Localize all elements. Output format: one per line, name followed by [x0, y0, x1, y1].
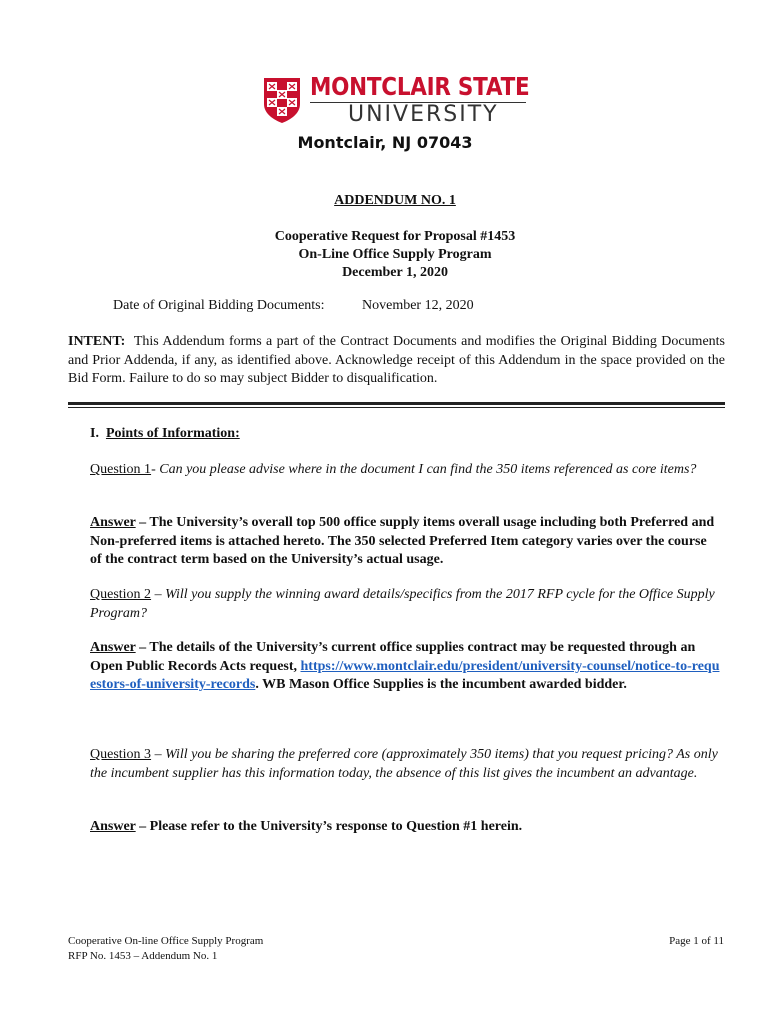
- question-2-separator: –: [151, 587, 166, 602]
- answer-2-label: Answer: [90, 640, 136, 655]
- logo-wordmark-top: MONTCLAIR STATE: [310, 72, 530, 101]
- question-2: [90, 586, 720, 623]
- question-2-label: Question 2: [90, 587, 152, 602]
- answer-3: [90, 818, 720, 837]
- footer-program: Cooperative On-line Office Supply Program: [68, 935, 264, 947]
- answer-1: [90, 514, 720, 570]
- question-1-separator: -: [151, 462, 160, 477]
- footer-left: [68, 934, 263, 964]
- rfp-line: Cooperative Request for Proposal #1453: [274, 229, 516, 244]
- question-3: [90, 746, 720, 783]
- question-3-separator: –: [151, 747, 166, 762]
- intent-text: This Addendum forms a part of the Contract Documents and modifies the Original Bidding Documents and Prior Addenda, if any, as identified above. Acknowledge receipt of this Addendum in the space provided on the Bid Form. Failure to do so may subject Bidder to disqualification.: [68, 334, 725, 386]
- answer-2-text-after: . WB Mason Office Supplies is the incumbent awarded bidder.: [255, 677, 627, 692]
- answer-2: [90, 639, 720, 695]
- answer-1-label: Answer: [90, 515, 136, 530]
- answer-3-label: Answer: [90, 819, 136, 834]
- question-1: [90, 461, 720, 480]
- original-date-value: November 12, 2020: [362, 298, 474, 313]
- page-number: Page 1 of 11: [669, 935, 724, 947]
- divider-thick: [68, 402, 725, 405]
- original-date-label: Date of Original Bidding Documents:: [113, 298, 325, 313]
- section-title: Points of Information:: [105, 426, 240, 441]
- question-1-label: Question 1: [90, 462, 152, 477]
- section-number: I.: [90, 426, 99, 441]
- question-1-text: Can you please advise where in the document I can find the 350 items referenced as core items?: [159, 462, 697, 477]
- program-line: On-Line Office Supply Program: [298, 247, 492, 262]
- question-2-text: Will you supply the winning award details/specifics from the 2017 RFP cycle for the Office Supply Program?: [90, 587, 715, 621]
- answer-1-text: – The University’s overall top 500 office supply items overall usage including both Preferred and Non-preferred items is attached hereto. The 350 selected Preferred Item category varies over the course of the contract term based on the University’s actual usage.: [90, 515, 715, 567]
- logo-wordmark-bottom: UNIVERSITY: [348, 102, 499, 127]
- question-3-text: Will you be sharing the preferred core (approximately 350 items) that you request pricing? As only the incumbent supplier has this information today, the absence of this list gives the incumbent an advantage.: [90, 747, 718, 781]
- city-line: Montclair, NJ 07043: [297, 133, 473, 152]
- answer-2-text: – The details of the University’s current office supplies contract may be requested through an Open Public Records Acts request,: [90, 640, 696, 674]
- question-3-label: Question 3: [90, 747, 152, 762]
- section-heading: [90, 426, 240, 442]
- answer-3-text: – Please refer to the University’s response to Question #1 herein.: [135, 819, 523, 834]
- intent-label: INTENT:: [68, 334, 126, 349]
- university-logo: [262, 72, 528, 128]
- addendum-title: ADDENDUM NO. 1: [334, 193, 456, 208]
- shield-crest-icon: [262, 76, 302, 124]
- addendum-date: December 1, 2020: [342, 265, 448, 280]
- footer-rfp: RFP No. 1453 – Addendum No. 1: [68, 950, 218, 962]
- divider-thin: [68, 407, 725, 408]
- public-records-link[interactable]: https://www.montclair.edu/president/university-counsel/notice-to-requestors-of-university-records: [90, 658, 720, 692]
- intent-paragraph: [68, 333, 725, 389]
